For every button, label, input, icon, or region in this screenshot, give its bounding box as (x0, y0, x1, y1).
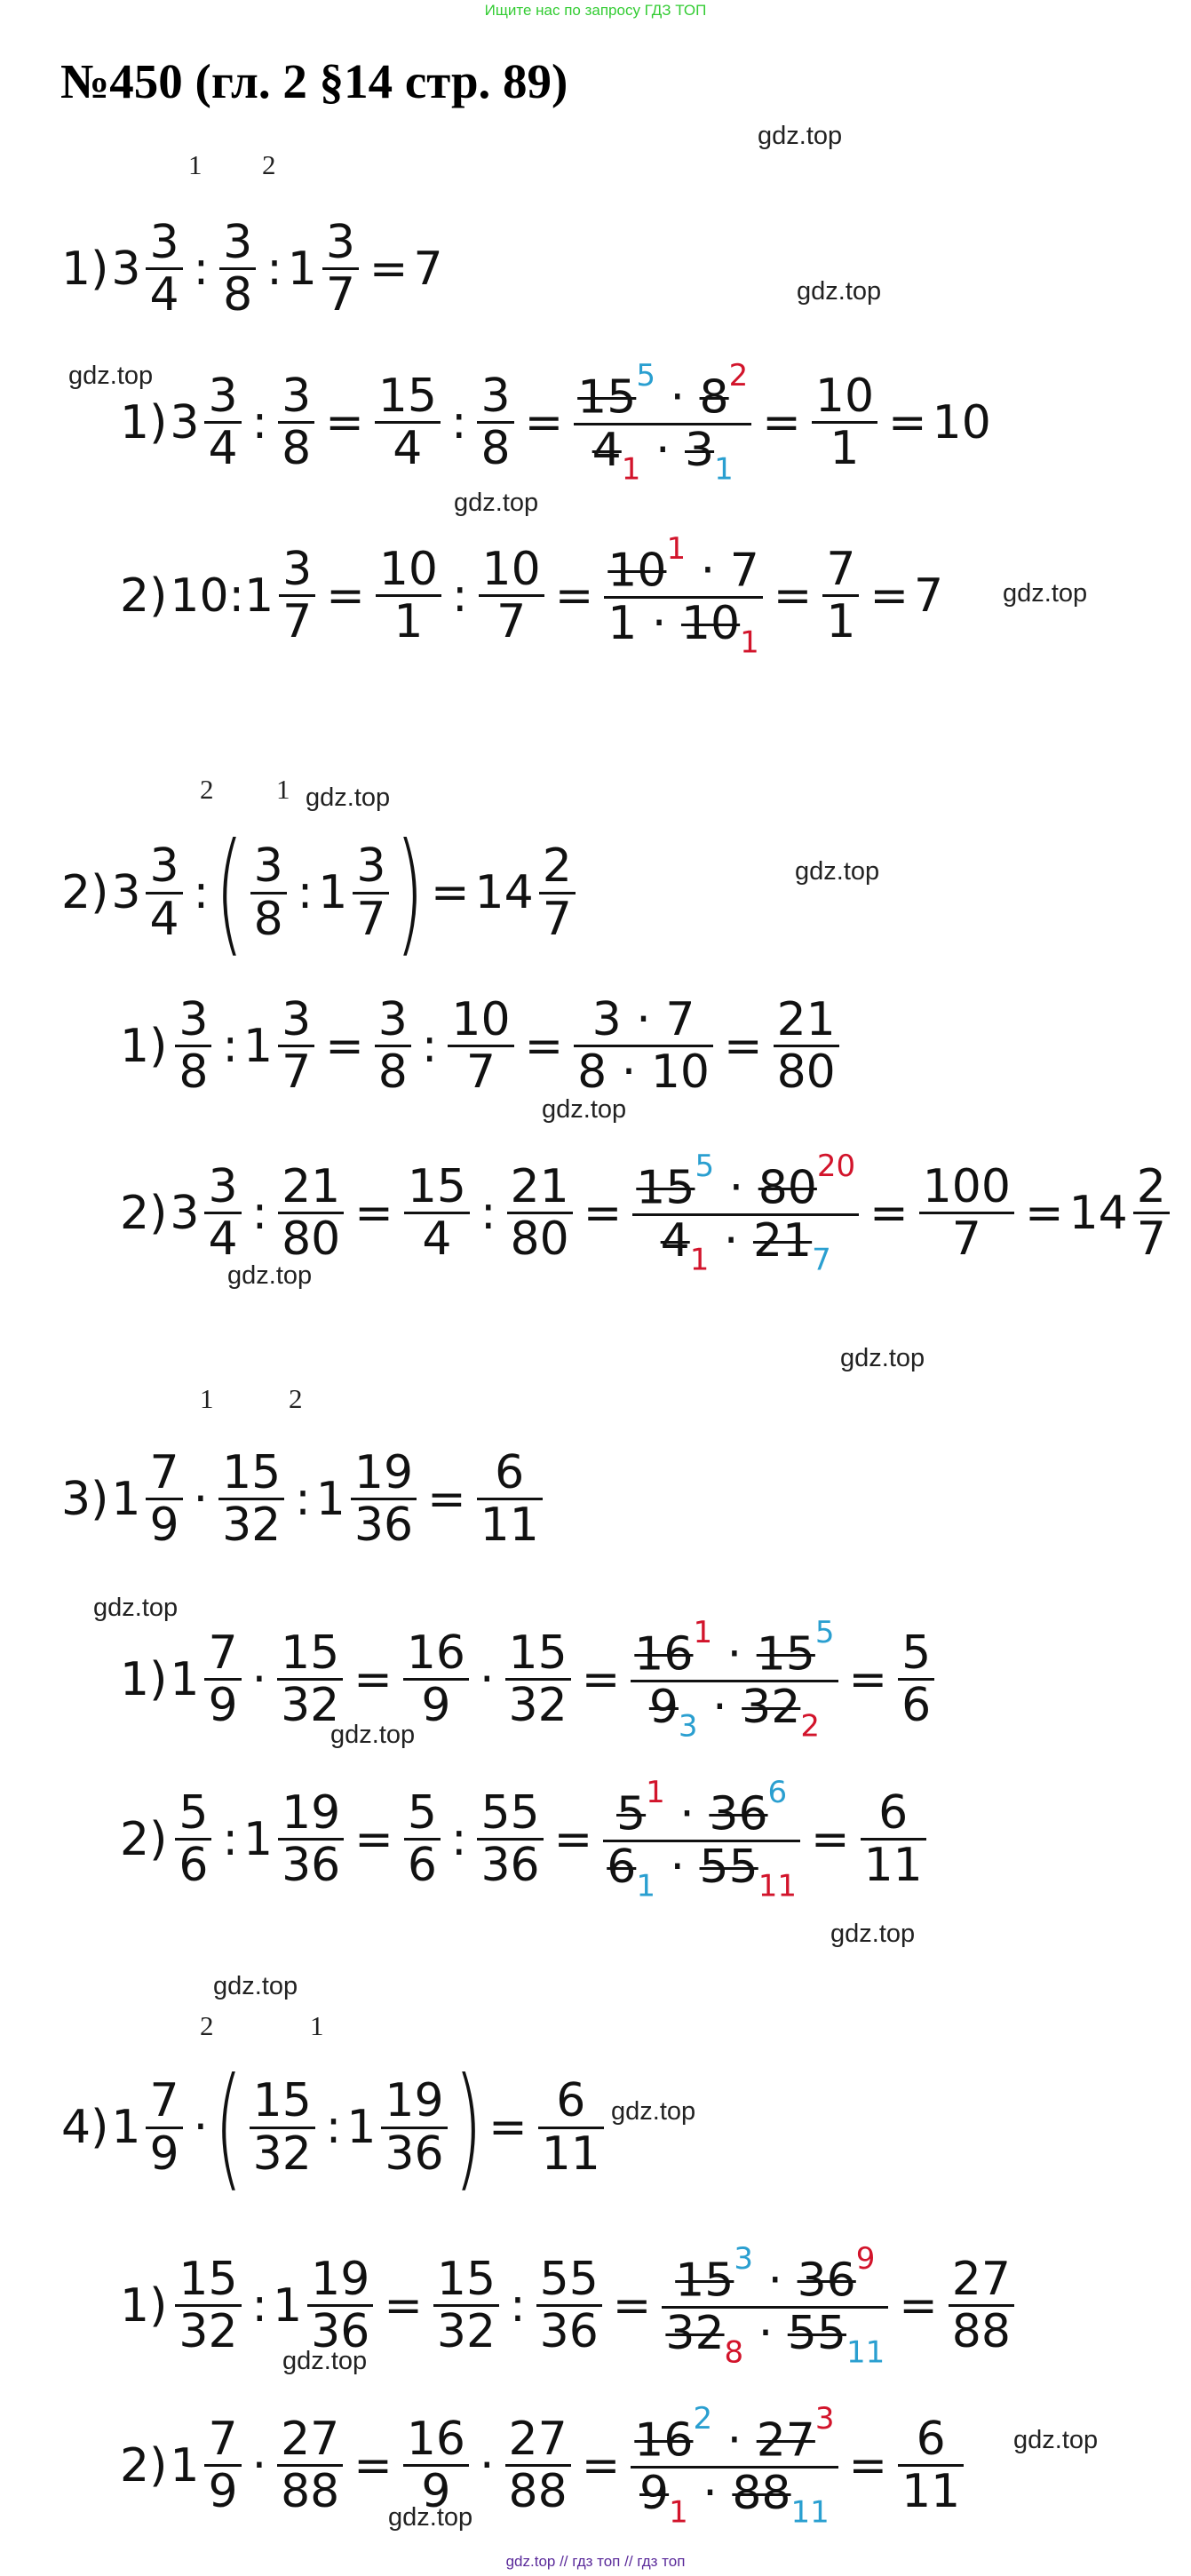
cancellation-fraction: $\frac{10^1 \cdot 7}{1 \cdot 10_1}$ (604, 533, 763, 659)
problem-2-step-1: 1) $\frac{3}{8}$ : 1 $\frac{3}{7}$ = $\frac{3}{8}$ : $\frac{10}{7}$ = $\frac{3 \cdot 7}{8 \cdot 10}$ = $\frac{21}{80}$ (117, 995, 845, 1097)
cancellation-fraction: $\frac{15^3 \cdot 36^9}{32_8 \cdot 55_{11}}$ (662, 2243, 888, 2369)
order-mark: 2 (200, 774, 214, 805)
fraction: $\frac{3}{8}$ (219, 218, 256, 320)
problem-3-step-2: 2) $\frac{5}{6}$ : 1 $\frac{19}{36}$ = $\frac{5}{6}$ : $\frac{55}{36}$ = $\frac{5^1 \cdot 36^6}{6_1 \cdot 55_{11}}$ = $\frac{6}{11}$ (117, 1777, 932, 1903)
order-mark: 2 (200, 2010, 214, 2041)
watermark: gdz.top (1013, 2426, 1099, 2454)
watermark: gdz.top (797, 277, 882, 306)
mixed-number: 3 $\frac{3}{4}$ (111, 218, 187, 320)
answer: 7 (413, 242, 443, 296)
watermark: gdz.top (68, 362, 154, 390)
page-title: №450 (гл. 2 §14 стр. 89) (60, 54, 568, 108)
watermark: gdz.top (388, 2503, 473, 2532)
watermark: gdz.top (542, 1095, 627, 1124)
watermark: gdz.top (306, 783, 391, 812)
order-mark: 1 (310, 2010, 324, 2041)
search-hint: Ищите нас по запросу ГДЗ ТОП (484, 2, 707, 19)
answer: 14 $\frac{2}{7}$ (475, 841, 581, 943)
order-mark: 1 (276, 774, 290, 805)
watermark: gdz.top (830, 1920, 916, 1948)
order-mark: 2 (262, 149, 276, 180)
problem-4-step-2: 2) 1 $\frac{7}{9}$ · $\frac{27}{88}$ = $\frac{16}{9}$ · $\frac{27}{88}$ = $\frac{16^2 \cdot 27^3}{9_1 \cdot 88_{11}}$ = $\frac{6}{11}$ (117, 2403, 969, 2529)
problem-3-statement: 3) 1 $\frac{7}{9}$ · $\frac{15}{32}$ : 1 $\frac{19}{36}$ = $\frac{6}{11}$ (59, 1448, 548, 1550)
problem-4-statement: 4) 1 $\frac{7}{9}$ · ( $\frac{15}{32}$ : 1 $\frac{19}{36}$ ) = $\frac{6}{11}$ (59, 2074, 609, 2181)
watermark: gdz.top (282, 2347, 368, 2375)
cancellation-fraction: $\frac{5^1 \cdot 36^6}{6_1 \cdot 55_{11}}$ (603, 1777, 800, 1903)
watermark: gdz.top (611, 2097, 696, 2126)
cancellation-fraction: $\frac{15^5 \cdot 80^{20}}{4_1 \cdot 21_7}$ (632, 1150, 859, 1276)
watermark: gdz.top (1003, 579, 1088, 608)
cancellation-fraction: $\frac{16^2 \cdot 27^3}{9_1 \cdot 88_{11}}$ (631, 2403, 838, 2529)
watermark: gdz.top (454, 489, 539, 517)
order-mark: 1 (188, 149, 202, 180)
order-mark: 1 (200, 1383, 214, 1414)
watermark: gdz.top (330, 1721, 416, 1749)
mixed-number: 1 $\frac{3}{7}$ (288, 218, 364, 320)
problem-3-step-1: 1) 1 $\frac{7}{9}$ · $\frac{15}{32}$ = $\frac{16}{9}$ · $\frac{15}{32}$ = $\frac{16^1 \cdot 15^5}{9_3 \cdot 32_2}$ = $\frac{5}{6}$ (117, 1617, 940, 1743)
problem-label: 1) (61, 242, 109, 296)
answer: $\frac{6}{11}$ (477, 1448, 543, 1550)
problem-1-statement: 1) 3 $\frac{3}{4}$ : $\frac{3}{8}$ : 1 $\frac{3}{7}$ = 7 (59, 218, 443, 320)
cancellation-fraction: $\frac{15^5 \cdot 8^2}{4_1 \cdot 3_1}$ (574, 360, 751, 486)
problem-4-step-1: 1) $\frac{15}{32}$ : 1 $\frac{19}{36}$ = $\frac{15}{32}$ : $\frac{55}{36}$ = $\frac{15^3 \cdot 36^9}{32_8 \cdot 55_{11}}$ = $\frac{27}{88}$ (117, 2243, 1020, 2369)
problem-1-step-2: 2) 10: 1 $\frac{3}{7}$ = $\frac{10}{1}$ : $\frac{10}{7}$ = $\frac{10^1 \cdot 7}{1 \cdot 10_1}$ = $\frac{7}{1}$ = 7 (120, 531, 944, 661)
watermark: gdz.top (795, 857, 880, 886)
watermark: gdz.top (840, 1344, 925, 1372)
order-mark: 2 (289, 1383, 303, 1414)
cancellation-fraction: $\frac{16^1 \cdot 15^5}{9_3 \cdot 32_2}$ (631, 1617, 838, 1743)
watermark: gdz.top (213, 1972, 298, 2000)
answer: $\frac{6}{11}$ (538, 2076, 604, 2178)
watermark: gdz.top (758, 122, 843, 150)
problem-2-statement: 2) 3 $\frac{3}{4}$ : ( $\frac{3}{8}$ : 1 $\frac{3}{7}$ ) = 14 $\frac{2}{7}$ (59, 839, 581, 946)
problem-1-step-1: 1) 3 $\frac{3}{4}$ : $\frac{3}{8}$ = $\frac{15}{4}$ : $\frac{3}{8}$ = $\frac{15^5 \cdot 8^2}{4_1 \cdot 3_1}$ = $\frac{10}{1}$ = 10 (120, 358, 991, 488)
watermark: gdz.top (227, 1261, 313, 1290)
footer-links: gdz.top // гдз топ // гдз топ (505, 2553, 686, 2570)
problem-2-step-2: 2) 3 $\frac{3}{4}$ : $\frac{21}{80}$ = $\frac{15}{4}$ : $\frac{21}{80}$ = $\frac{15^5 \cdot 80^{20}}{4_1 \cdot 21_7}$ = $\frac{100}{7}$ = 14 $\frac{2}{7}$ (117, 1150, 1175, 1276)
watermark: gdz.top (93, 1594, 179, 1622)
